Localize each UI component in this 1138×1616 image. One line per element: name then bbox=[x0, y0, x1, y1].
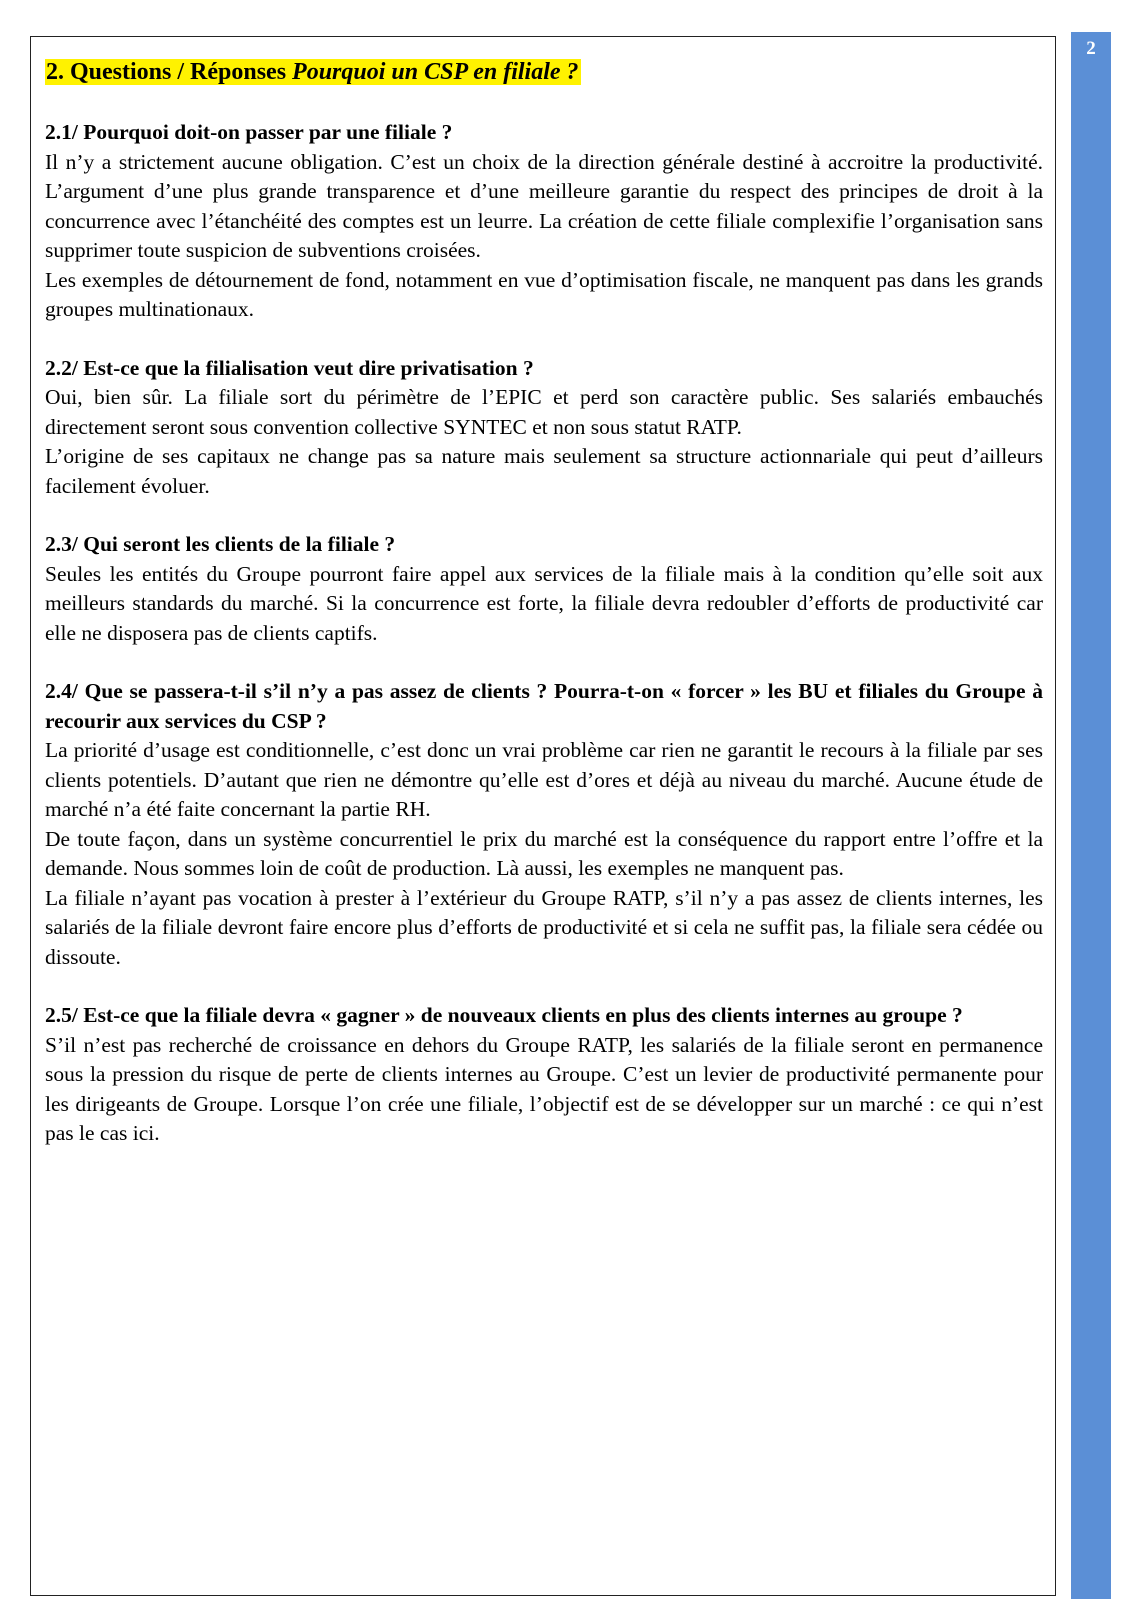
qa-block-2-2 bbox=[45, 354, 1043, 502]
answer-paragraph: Seules les entités du Groupe pourront faire appel aux services de la filiale mais à la condition qu’elle soit aux meilleurs standards du marché. Si la concurrence est forte, la filiale devra redoubler d’efforts de productivité car elle ne disposera pas de clients captifs. bbox=[45, 561, 1043, 645]
page-number: 2 bbox=[1086, 38, 1096, 59]
qa-block-2-5 bbox=[45, 1001, 1043, 1149]
answer-paragraph: Il n’y a strictement aucune obligation. C’est un choix de la direction générale destiné à accroitre la productivité. L’argument d’une plus grande transparence et d’une meilleure garantie du respect des principes de droit à la concurrence avec l’étanchéité des comptes est un leurre. La création de cette filiale complexifie l’organisation sans supprimer toute suspicion de subventions croisées. bbox=[45, 149, 1043, 262]
qa-block-2-1 bbox=[45, 118, 1043, 325]
document-body bbox=[45, 56, 1043, 1178]
section-title-italic: Pourquoi un CSP en filiale ? bbox=[292, 59, 579, 85]
answer-paragraph: L’origine de ses capitaux ne change pas sa nature mais seulement sa structure actionnariale qui peut d’ailleurs facilement évoluer. bbox=[45, 444, 1043, 498]
question-heading: 2.3/ Qui seront les clients de la filiale ? bbox=[45, 532, 396, 556]
question-heading: 2.2/ Est-ce que la filialisation veut dire privatisation ? bbox=[45, 355, 534, 380]
question-heading: 2.5/ Est-ce que la filiale devra « gagner » de nouveaux clients en plus des clients internes au groupe ? bbox=[45, 1003, 963, 1027]
qa-block-2-4 bbox=[45, 677, 1043, 972]
answer-paragraph: De toute façon, dans un système concurrentiel le prix du marché est la conséquence du rapport entre l’offre et la demande. Nous sommes loin de coût de production. Là aussi, les exemples ne manquent pas. bbox=[45, 826, 1043, 880]
answer-paragraph: S’il n’est pas recherché de croissance en dehors du Groupe RATP, les salariés de la filiale seront en permanence sous la pression du risque de perte de clients internes au Groupe. C’est un levier de productivité permanente pour les dirigeants de Groupe. Lorsque l’on crée une filiale, l’objectif est de se développer sur un marché : ce qui n’est pas le cas ici. bbox=[45, 1032, 1043, 1145]
question-heading: 2.1/ Pourquoi doit-on passer par une filiale ? bbox=[45, 120, 453, 144]
side-bar bbox=[1071, 32, 1111, 1599]
section-title-prefix: 2. Questions / Réponses bbox=[46, 59, 287, 85]
answer-paragraph: La priorité d’usage est conditionnelle, c’est donc un vrai problème car rien ne garantit le recours à la filiale par ses clients potentiels. D’autant que rien ne démontre qu’elle est d’ores et déjà au niveau du marché. Aucune étude de marché n’a été faite concernant la partie RH. bbox=[45, 738, 1043, 821]
answer-paragraph: Oui, bien sûr. La filiale sort du périmètre de l’EPIC et perd son caractère public. Ses salariés embauchés directement seront sous convention collective SYNTEC et non sous statut RATP. bbox=[45, 385, 1043, 439]
section-title bbox=[45, 56, 1043, 88]
answer-paragraph: Les exemples de détournement de fond, notamment en vue d’optimisation fiscale, ne manquent pas dans les grands groupes multinationaux. bbox=[45, 267, 1043, 321]
answer-paragraph: La filiale n’ayant pas vocation à prester à l’extérieur du Groupe RATP, s’il n’y a pas assez de clients internes, les salariés de la filiale devront faire encore plus d’efforts de productivité et si cela ne suffit pas, la filiale sera cédée ou dissoute. bbox=[45, 885, 1043, 969]
section-title-highlight bbox=[45, 59, 581, 85]
question-heading: 2.4/ Que se passera-t-il s’il n’y a pas assez de clients ? Pourra-t-on « forcer » les BU et filiales du Groupe à recourir aux services du CSP ? bbox=[45, 679, 1043, 733]
qa-block-2-3 bbox=[45, 530, 1043, 648]
